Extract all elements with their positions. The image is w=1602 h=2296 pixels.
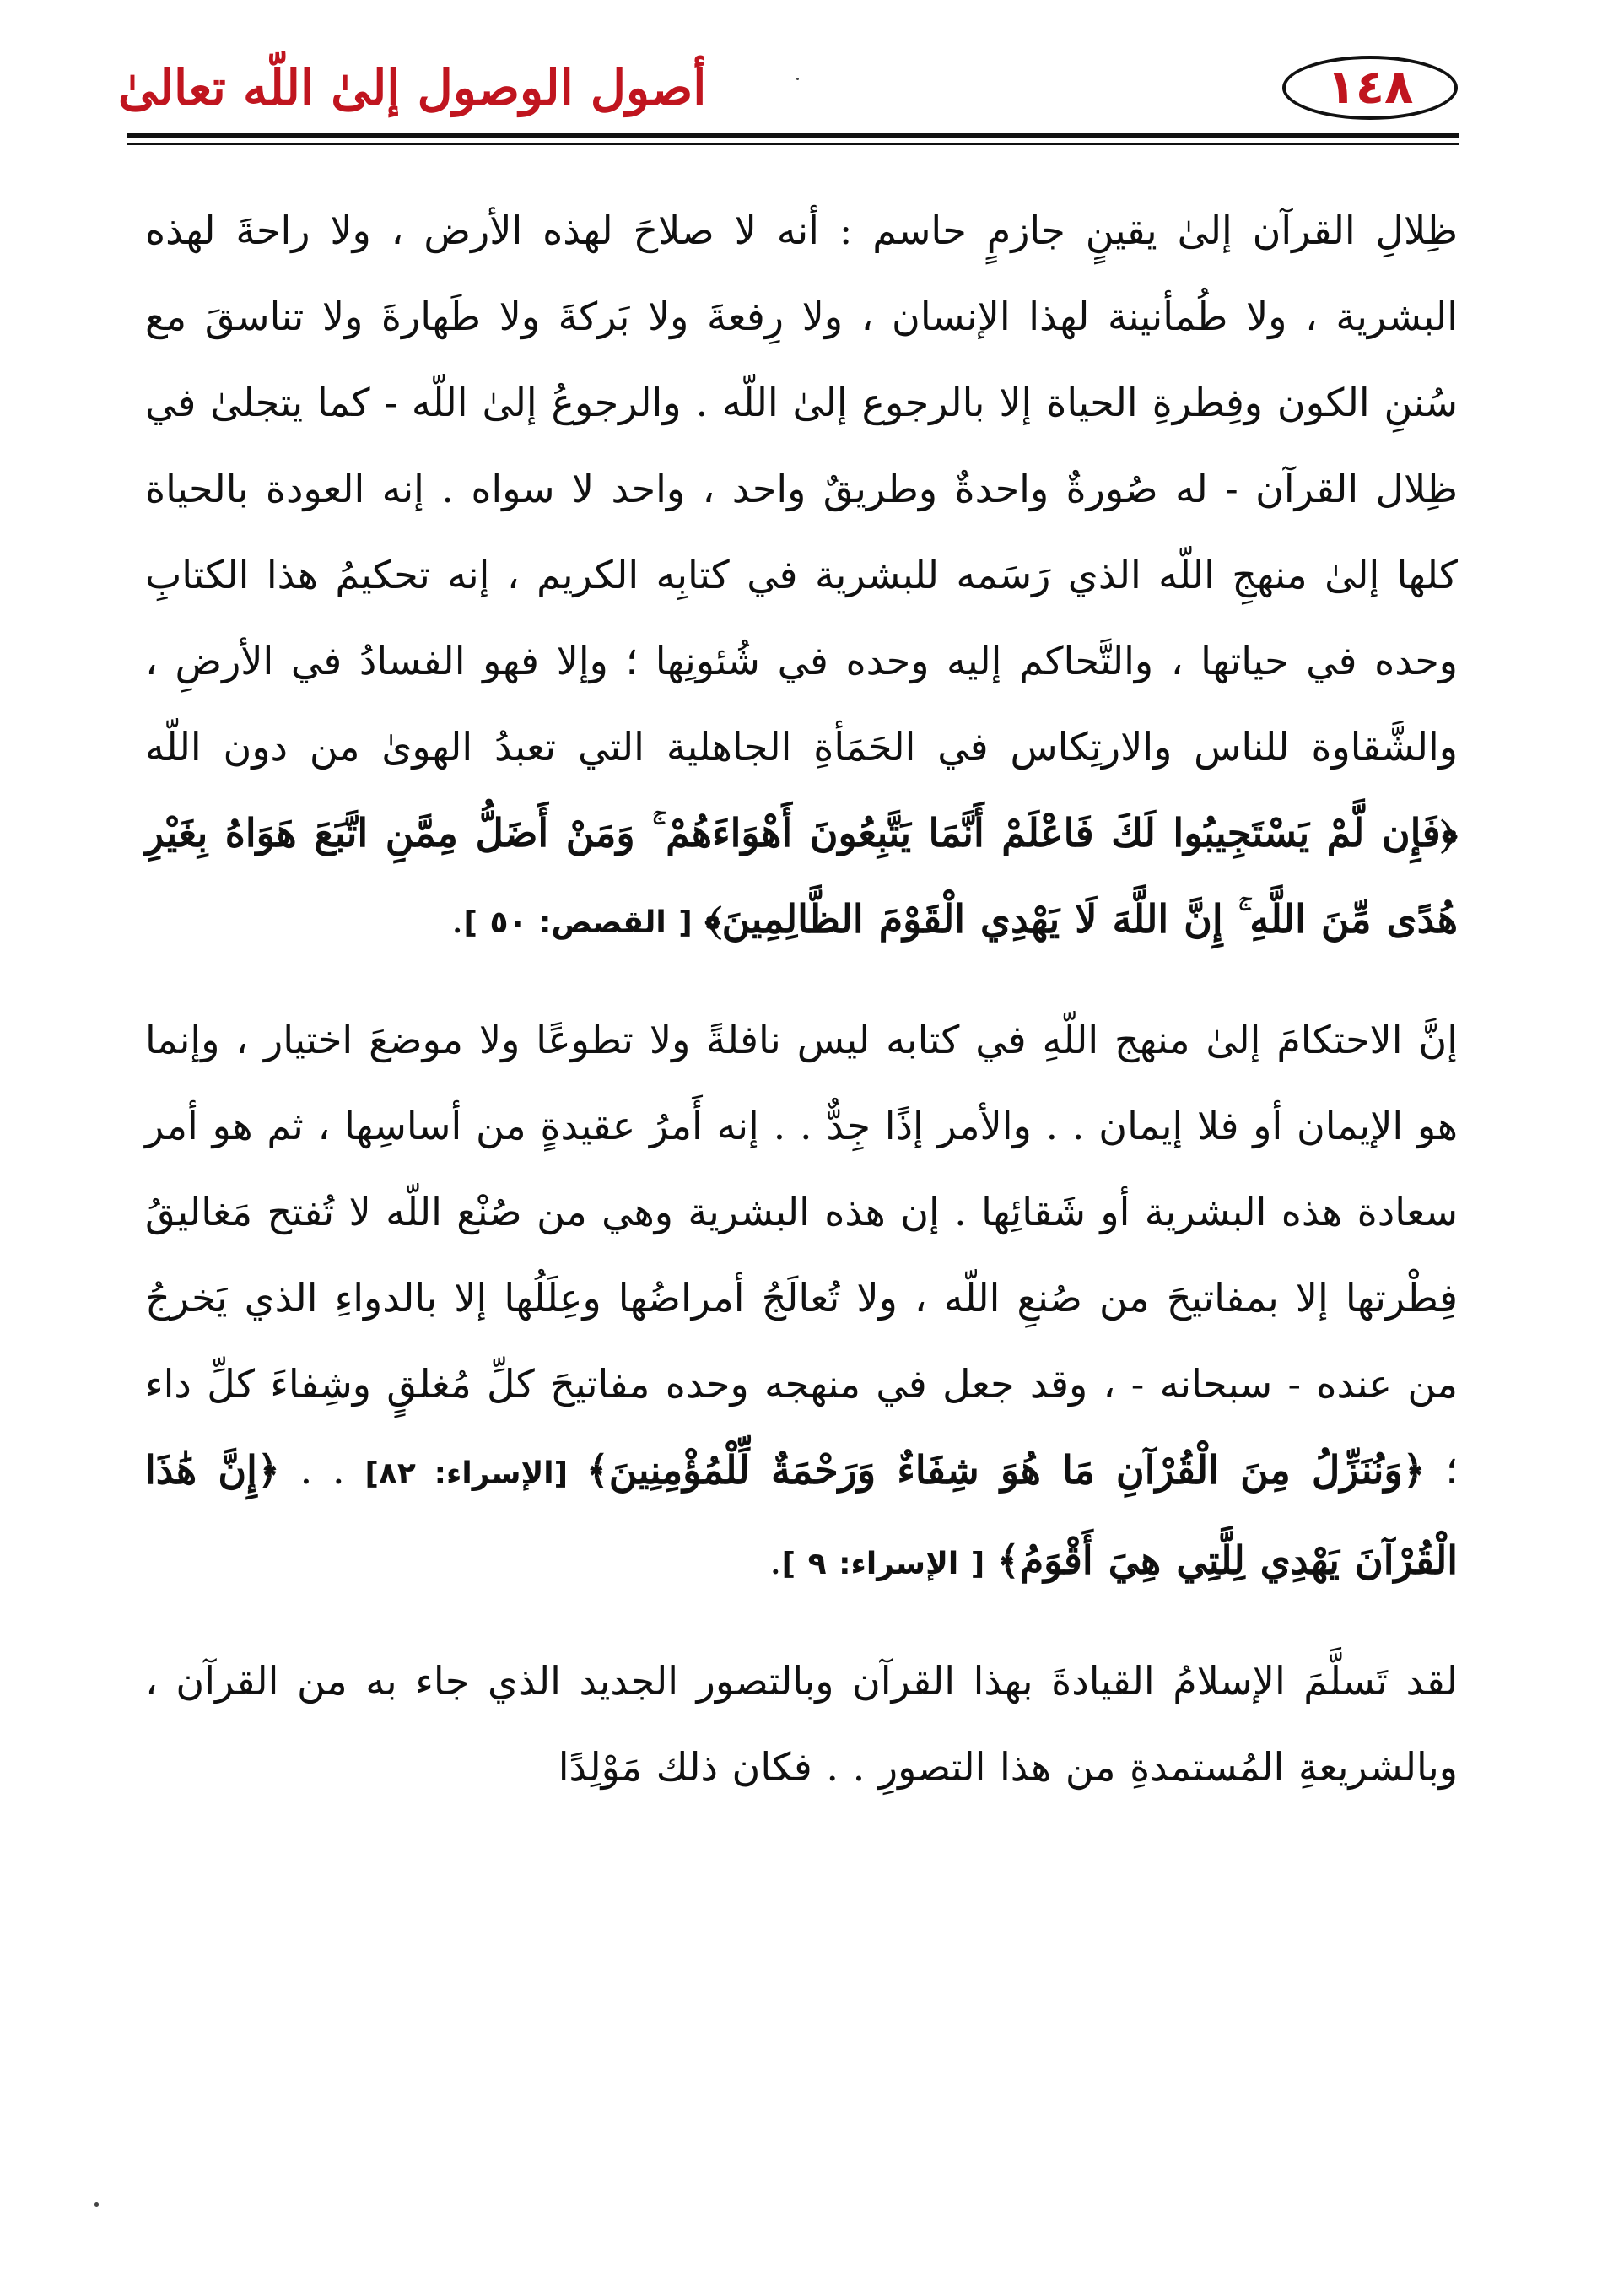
quran-verse: ﴿فَإِن لَّمْ يَسْتَجِيبُوا لَكَ فَاعْلَمْ أَنَّمَا يَتَّبِعُونَ أَهْوَاءَهُمْ ۚ وَمَنْ أَضَلُّ مِمَّنِ اتَّبَعَ هَوَاهُ بِغَيْرِ هُدًى مِّنَ اللَّهِ ۚ إِنَّ اللَّهَ لَا يَهْدِي الْقَوْمَ الظَّالِمِينَ﴾ [145, 810, 1458, 942]
paragraph-text: . . [279, 1447, 365, 1493]
paragraph [145, 187, 1458, 966]
header-rule-thick [127, 133, 1459, 138]
paragraph-text: لقد تَسلَّمَ الإسلامُ القيادةَ بهذا القرآن وبالتصور الجديد الذي جاء به من القرآن ، وبالشريعةِ المُستمدةِ من هذا التصورِ . . فكان ذلك مَوْلِدًا [145, 1658, 1458, 1790]
header-rule-thin [127, 143, 1459, 145]
book-title: أصول الوصول إلىٰ اللّه تعالىٰ [118, 59, 707, 116]
verse-reference: [ الإسراء: ٩ ] [781, 1547, 997, 1581]
scan-speck [796, 78, 799, 80]
paragraph [145, 997, 1458, 1607]
verse-reference: [الإسراء: ٨٢] [364, 1456, 586, 1491]
scan-speck [94, 2202, 99, 2207]
quran-verse: ﴿وَنُنَزِّلُ مِنَ الْقُرْآنِ مَا هُوَ شِفَاءٌ وَرَحْمَةٌ لِّلْمُؤْمِنِينَ﴾ [585, 1447, 1426, 1493]
paragraph-text: ظِلالِ القرآن إلىٰ يقينٍ جازمٍ حاسم : أنه لا صلاحَ لهذه الأرض ، ولا راحةَ لهذه البشرية ، ولا طُمأنينة لهذا الإنسان ، ولا رِفعةَ ولا بَركةَ ولا طَهارةَ ولا تناسقَ مع سُننِ الكون وفِطرةِ الحياة إلا بالرجوع إلىٰ اللّه . والرجوعُ إلىٰ اللّه - كما يتجلىٰ في ظِلال القرآن - له صُورةٌ واحدةٌ وطريقٌ واحد ، واحد لا سواه . إنه العودة بالحياة كلها إلىٰ منهجِ اللّه الذي رَسَمه للبشرية في كتابِه الكريم ، إنه تحكيمُ هذا الكتابِ وحده في حياتها ، والتَّحاكم إليه وحده في شُئونِها ؛ وإلا فهو الفسادُ في الأرضِ ، والشَّقاوة للناس والارتِكاس في الحَمَأةِ الجاهلية التي تعبدُ الهوىٰ من دون اللّه [145, 208, 1458, 770]
paragraph-text: . [450, 896, 464, 942]
paragraph-text: . [769, 1537, 782, 1583]
paragraph-text: إنَّ الاحتكامَ إلىٰ منهج اللّهِ في كتابه ليس نافلةً ولا تطوعًا ولا موضعَ اختيار ، وإنما هو الإيمان أو فلا إيمان . . والأمر إذًا جِدٌّ . . إنه أَمرُ عقيدةٍ من أساسِها ، ثم هو أمر سعادة هذه البشرية أو شَقائِها . إن هذه البشرية وهي من صُنْع اللّه لا تُفتح مَغاليقُ فِطْرتها إلا بمفاتيحَ من صُنعِ اللّه ، ولا تُعالَجُ أمراضُها وعِلَلُها إلا بالدواءِ الذي يَخرجُ من عنده - سبحانه - ، وقد جعل في منهجه وحده مفاتيحَ كلِّ مُغلقٍ وشِفاءَ كلِّ داء ؛ [145, 1017, 1458, 1493]
paragraph [145, 1638, 1458, 1810]
page-number: ١٤٨ [1282, 56, 1458, 120]
body-text [145, 187, 1458, 1810]
page-header [118, 49, 1458, 127]
verse-reference: [ القصص: ٥٠ ] [463, 905, 705, 940]
quran-verse: ﴿إِنَّ هَٰذَا الْقُرْآنَ يَهْدِي لِلَّتِي هِيَ أَقْوَمُ﴾ [145, 1447, 1458, 1583]
